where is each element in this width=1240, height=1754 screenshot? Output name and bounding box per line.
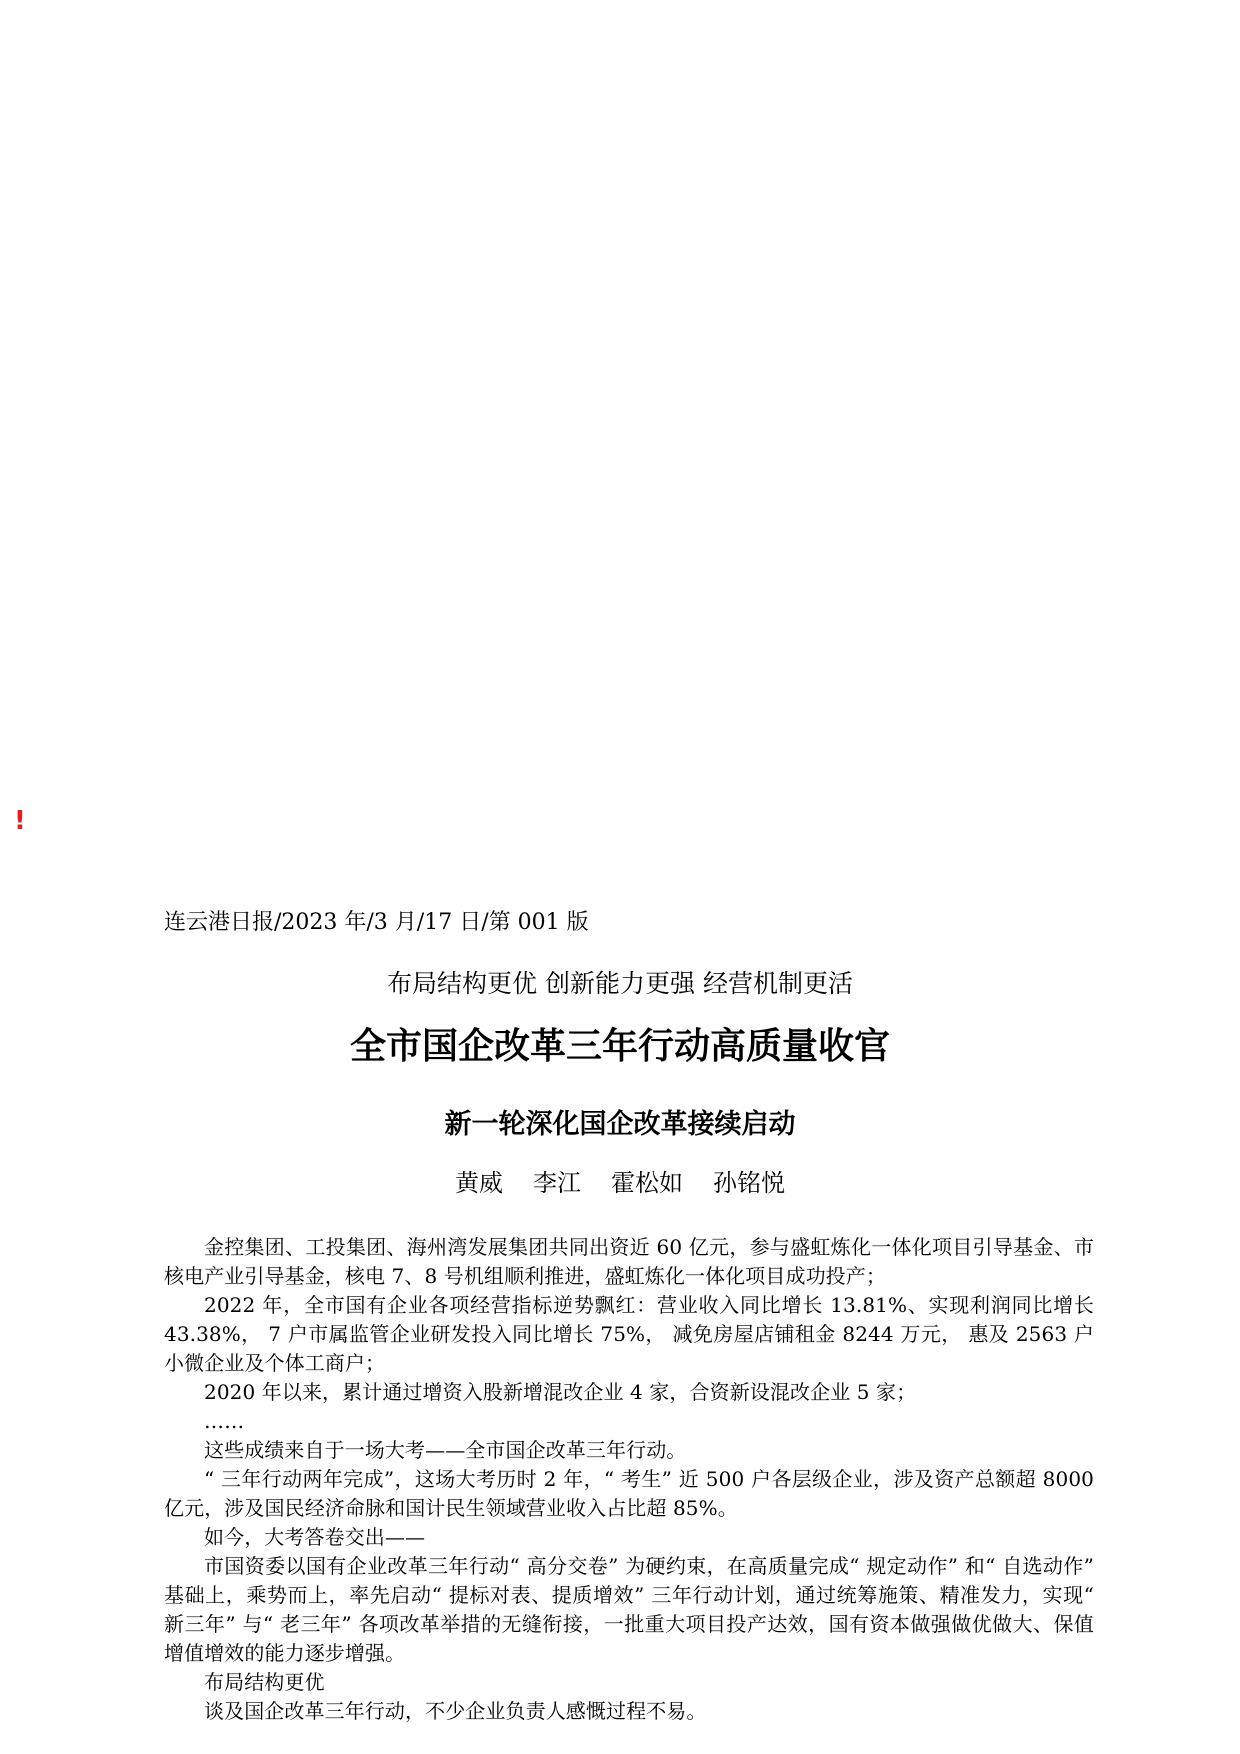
article-paragraph: 2020 年以来，累计通过增资入股新增混改企业 4 家，合资新设混改企业 5 家； xyxy=(204,1380,917,1404)
article-paragraph: …… xyxy=(204,1409,245,1433)
article-paragraph: “ 三年行动两年完成”，这场大考历时 2 年，“ 考生” 近 500 户各层级企业，涉及资产总额超 8000 亿元，涉及国民经济命脉和国计民生领域营业收入占比超 85%。 xyxy=(164,1467,1094,1520)
article-paragraph: 这些成绩来自于一场大考——全市国企改革三年行动。 xyxy=(204,1438,687,1462)
article-paragraph: 如今，大考答卷交出—— xyxy=(204,1525,426,1549)
article-body xyxy=(164,1233,1094,1726)
article-paragraph: 金控集团、工投集团、海州湾发展集团共同出资近 60 亿元，参与盛虹炼化一体化项目引导基金、市核电产业引导基金，核电 7、8 号机组顺利推进，盛虹炼化一体化项目成功投产； xyxy=(164,1235,1094,1288)
section-heading: 布局结构更优 xyxy=(204,1670,325,1694)
author-name: 孙铭悦 xyxy=(713,1169,785,1197)
kicker-headline: 布局结构更优 创新能力更强 经营机制更活 xyxy=(387,969,853,998)
source-line: 连云港日报/2023 年/3 月/17 日/第 001 版 xyxy=(164,910,589,935)
article-paragraph: 2022 年，全市国有企业各项经营指标逆势飘红：营业收入同比增长 13.81%、实现利润同比增长 43.38%， 7 户市属监管企业研发投入同比增长 75%， 减免房屋店铺租金 8244 万元， 惠及 2563 户小微企业及个体工商户； xyxy=(164,1293,1094,1375)
author-name: 李江 xyxy=(533,1169,581,1197)
main-headline: 全市国企改革三年行动高质量收官 xyxy=(349,1026,890,1067)
red-exclamation-mark: ! xyxy=(14,806,26,836)
author-name: 霍松如 xyxy=(611,1169,683,1197)
article-paragraph: 谈及国企改革三年行动，不少企业负责人感慨过程不易。 xyxy=(204,1699,707,1723)
byline xyxy=(164,1167,1076,1199)
author-name: 黄威 xyxy=(455,1169,503,1197)
article-paragraph: 市国资委以国有企业改革三年行动“ 高分交卷” 为硬约束，在高质量完成“ 规定动作” 和“ 自选动作” 基础上，乘势而上，率先启动“ 提标对表、提质增效” 三年行动计划，通过统筹施策、精准发力，实现“ 新三年” 与“ 老三年” 各项改革举措的无缝衔接，一批重大项目投产达效，国有资本做强做优做大、保值增值增效的能力逐步增强。 xyxy=(164,1554,1094,1665)
subheadline: 新一轮深化国企改革接续启动 xyxy=(444,1109,796,1140)
